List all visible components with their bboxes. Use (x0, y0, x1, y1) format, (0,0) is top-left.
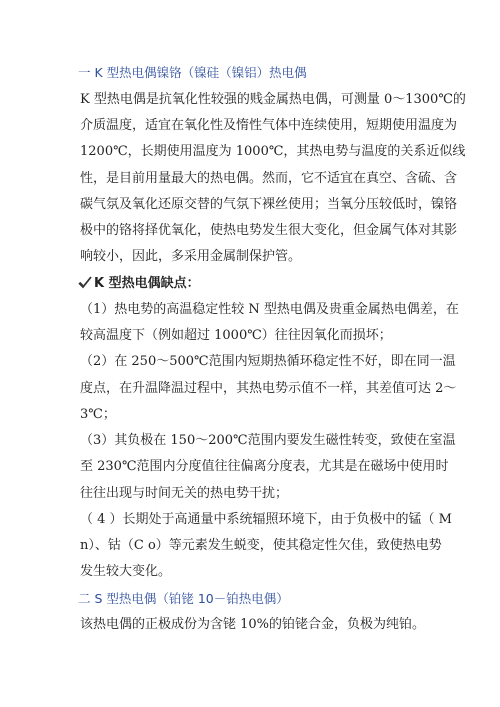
subheading-label: K 型热电偶缺点： (94, 276, 200, 291)
subheading-k-type-drawbacks (78, 275, 200, 293)
list-line: （2）在 250～500℃范围内短期热循环稳定性不好，即在同一温 (80, 354, 456, 369)
section-heading-s-type: 二 S 型热电偶（铂铑 10－铂热电偶） (78, 591, 289, 606)
paragraph-line: 性，是目前用量最大的热电偶。然而，它不适宜在真空、含硫、含 (80, 171, 458, 186)
list-line: 3℃； (80, 407, 116, 422)
list-line: 较高温度下（例如超过 1000℃）往往因氧化而损坏； (80, 328, 392, 343)
paragraph-line: 极中的铬将择优氧化，使热电势发生很大变化，但金属气体对其影 (80, 223, 458, 238)
paragraph-line: 介质温度，适宜在氧化性及惰性气体中连续使用，短期使用温度为 (80, 118, 458, 133)
list-line: n）、钴（C o）等元素发生蜕变，使其稳定性欠佳，致使热电势 (80, 538, 442, 553)
paragraph-line: 碳气氛及氧化还原交替的气氛下裸丝使用；当氧分压较低时，镍铬 (80, 197, 458, 212)
paragraph-line: 1200℃，长期使用温度为 1000℃，其热电势与温度的关系近似线 (80, 144, 466, 159)
list-line: 发生较大变化。 (80, 564, 172, 579)
list-line: 至 230℃范围内分度值往往偏离分度表，尤其是在磁场中使用时 (80, 459, 449, 474)
list-line: 往往出现与时间无关的热电势干扰； (80, 486, 289, 501)
check-icon (78, 276, 92, 289)
paragraph-line: K 型热电偶是抗氧化性较强的贱金属热电偶，可测量 0～1300℃的 (80, 92, 466, 107)
paragraph-line: 响较小，因此，多采用金属制保护管。 (80, 249, 302, 264)
list-line: 度点，在升温降温过程中，其热电势示值不一样，其差值可达 2～ (80, 381, 457, 396)
paragraph-line: 该热电偶的正极成份为含铑 10%的铂铑合金，负极为纯铂。 (80, 617, 426, 632)
list-line: （3）其负极在 150～200℃范围内要发生磁性转变，致使在室温 (80, 433, 456, 448)
section-heading-k-type: 一 K 型热电偶镍铬（镍硅（镍铝）热电偶 (78, 65, 307, 80)
list-line: （ 4 ）长期处于高通量中系统辐照环境下，由于负极中的锰（ M (80, 512, 452, 527)
list-line: （1）热电势的高温稳定性较 N 型热电偶及贵重金属热电偶差，在 (80, 302, 459, 317)
